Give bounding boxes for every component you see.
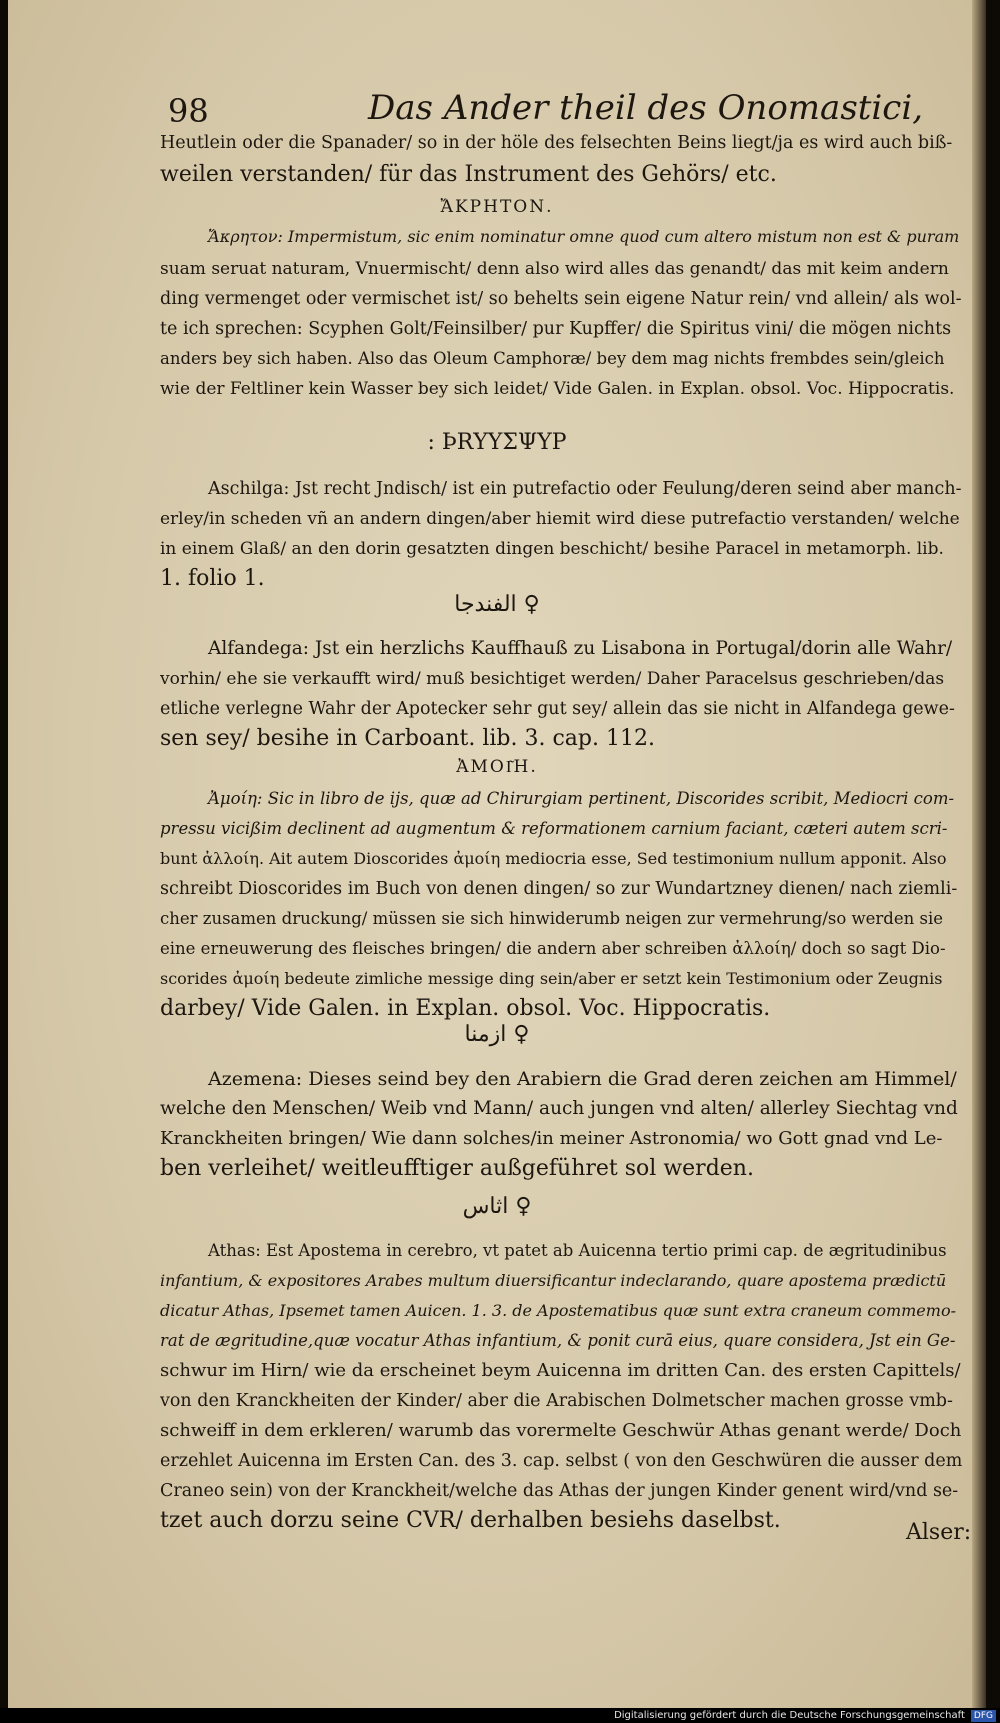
text-line: ding vermenget oder vermischet ist/ so behelts sein eigene Natur rein/ vnd allein/ als wol-	[160, 289, 962, 309]
footer-credit: Digitalisierung gefördert durch die Deutsche Forschungsgemeinschaft	[614, 1710, 965, 1721]
page-gutter-shadow	[972, 0, 986, 1708]
text-line: erzehlet Auicenna im Ersten Can. des 3. cap. selbst ( von den Geschwüren die ausser dem	[160, 1451, 963, 1471]
text-line: in einem Glaß/ an den dorin gesatzten dingen beschicht/ besihe Paracel in metamorph. lib.	[160, 539, 944, 559]
text-line: Heutlein oder die Spanader/ so in der höle des felsechten Beins liegt/ja es wird auch biß-	[160, 133, 953, 153]
catchword: Alser:	[906, 1520, 972, 1545]
text-line: anders bey sich haben. Also das Oleum Camphoræ/ bey dem mag nichts frembdes sein/gleich	[160, 349, 945, 368]
text-line: weilen verstanden/ für das Instrument des Gehörs/ etc.	[160, 162, 777, 187]
entry-heading-alfandega-arabic: الفندجا ♀	[454, 592, 540, 617]
text-line: schwur im Hirn/ wie da erscheinet beym Auicenna im dritten Can. des ersten Capittels/	[160, 1360, 961, 1381]
text-line: wie der Feltliner kein Wasser bey sich leidet/ Vide Galen. in Explan. obsol. Voc. Hippocratis.	[160, 379, 955, 399]
entry-heading-aschilga-script: : ÞRΥΥΣΨΥΡ	[427, 430, 567, 455]
text-line: von den Kranckheiten der Kinder/ aber die Arabischen Dolmetscher machen grosse vmb-	[160, 1391, 953, 1411]
text-line: erley/in scheden vñ an andern dingen/aber hiemit wird diese putrefactio verstanden/ welche	[160, 509, 960, 529]
text-line: sen sey/ besihe in Carboant. lib. 3. cap. 112.	[160, 726, 655, 751]
entry-heading-akreton: ἌΚΡΗΤΟΝ.	[440, 197, 554, 217]
text-line: eine erneuwerung des fleisches bringen/ die andern aber schreiben ἀλλοίη/ doch so sagt Dio-	[160, 939, 946, 958]
text-line: bunt ἀλλοίη. Ait autem Dioscorides ἀμοίη mediocria esse, Sed testimonium nullum apponit. Also	[160, 849, 947, 868]
text-line: cher zusamen druckung/ müssen sie sich hinwiderumb neigen zur vermehrung/so werden sie	[160, 909, 944, 928]
text-line: darbey/ Vide Galen. in Explan. obsol. Voc. Hippocratis.	[160, 996, 771, 1021]
text-line: rat de ægritudine,quæ vocatur Athas infantium, & ponit curā eius, quare considera, Jst ein Ge-	[160, 1331, 956, 1350]
text-line: scorides ἀμοίη bedeute zimliche messige ding sein/aber er setzt kein Testimonium oder Zeugnis	[160, 969, 943, 988]
text-line: schweiff in dem erkleren/ warumb das vorermelte Geschwür Athas genant werde/ Doch	[160, 1420, 962, 1441]
text-line: Aschilga: Jst recht Jndisch/ ist ein putrefactio oder Feulung/deren seind aber manch-	[208, 479, 962, 499]
entry-heading-amoie: ἈΜΟΙ͂Η.	[456, 757, 538, 777]
text-line: Azemena: Dieses seind bey den Arabiern die Grad deren zeichen am Himmel/	[208, 1068, 957, 1090]
text-line: tzet auch dorzu seine CVR/ derhalben besiehs daselbst.	[160, 1508, 781, 1533]
page-number: 98	[168, 92, 209, 130]
text-line: Craneo sein) von der Kranckheit/welche das Athas der jungen Kinder genent wird/vnd se-	[160, 1481, 959, 1501]
text-line: Alfandega: Jst ein herzlichs Kauffhauß zu Lisabona in Portugal/dorin alle Wahr/	[208, 638, 953, 659]
entry-heading-athas-arabic: اثاس ♀	[462, 1194, 532, 1219]
text-line: Athas: Est Apostema in cerebro, vt patet ab Auicenna tertio primi cap. de ægritudinibus	[208, 1241, 947, 1260]
text-line: Ἄκρητον: Impermistum, sic enim nominatur omne quod cum altero mistum non est & puram	[208, 227, 960, 246]
entry-heading-azemena-arabic: ازمنا ♀	[464, 1022, 530, 1047]
text-line: welche den Menschen/ Weib vnd Mann/ auch jungen vnd alten/ allerley Siechtag vnd	[160, 1098, 958, 1119]
text-line: suam seruat naturam, Vnuermischt/ denn also wird alles das genandt/ das mit keim andern	[160, 259, 949, 279]
text-line: Kranckheiten bringen/ Wie dann solches/in meiner Astronomia/ wo Gott gnad vnd Le-	[160, 1128, 943, 1149]
text-line: 1. folio 1.	[160, 566, 265, 591]
digitization-footer	[0, 1708, 1000, 1723]
text-line: ben verleihet/ weitleufftiger außgeführet sol werden.	[160, 1156, 754, 1181]
text-line: te ich sprechen: Scyphen Golt/Feinsilber/ pur Kupffer/ die Spiritus vini/ die mögen nichts	[160, 319, 952, 339]
text-line: etliche verlegne Wahr der Apotecker sehr gut sey/ allein das sie nicht in Alfandega gewe-	[160, 699, 955, 719]
text-line: Ἀμοίη: Sic in libro de ijs, quæ ad Chirurgiam pertinent, Discorides scribit, Mediocri com-	[208, 789, 955, 808]
dfg-logo-icon: DFG	[971, 1710, 996, 1722]
text-line: schreibt Dioscorides im Buch von denen dingen/ so zur Wundartzney dienen/ nach ziemli-	[160, 879, 958, 899]
book-page	[8, 0, 986, 1708]
text-line: dicatur Athas, Ipsemet tamen Auicen. 1. 3. de Apostematibus quæ sunt extra craneum commemo-	[160, 1301, 956, 1320]
text-line: infantium, & expositores Arabes multum diuersificantur indeclarando, quare apostema prædictū	[160, 1271, 947, 1290]
running-title: Das Ander theil des Onomastici,	[368, 88, 924, 128]
text-line: pressu vicißim declinent ad augmentum & reformationem carnium faciant, cæteri autem scri-	[160, 819, 948, 838]
text-line: vorhin/ ehe sie verkaufft wird/ muß besichtiget werden/ Daher Paracelsus geschrieben/das	[160, 669, 945, 689]
